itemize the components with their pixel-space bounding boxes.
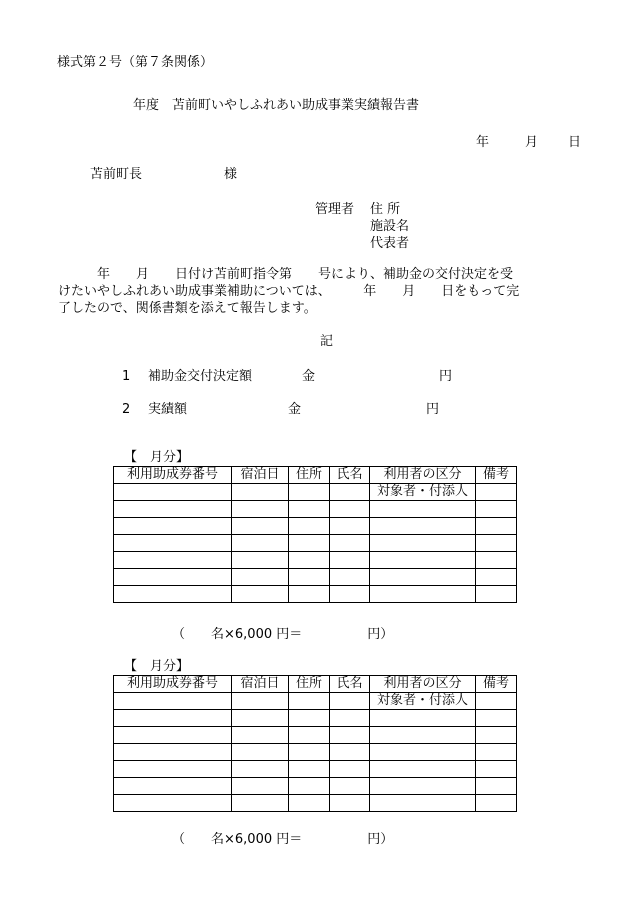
table-cell[interactable]: [289, 552, 330, 569]
section-month-title: 【 月分】: [124, 450, 190, 465]
table-cell[interactable]: [370, 744, 476, 761]
addressee-honorific: 様: [224, 167, 238, 182]
table-header-row: [114, 467, 517, 484]
table-cell[interactable]: [232, 795, 289, 812]
table-cell[interactable]: [476, 569, 517, 586]
table-cell[interactable]: [114, 744, 232, 761]
applicant-facility-label: 施設名: [370, 219, 410, 234]
date-month-label: 月: [525, 135, 539, 150]
body-line: 年 月 日付け苫前町指令第 号により、補助金の交付決定を受: [58, 267, 514, 282]
table-cell[interactable]: [114, 761, 232, 778]
table-subheader-row: [114, 693, 517, 710]
col-header-user-category: 利用者の区分: [370, 467, 476, 484]
table-cell[interactable]: [232, 727, 289, 744]
col-header-coupon-number: 利用助成券番号: [114, 467, 232, 484]
col-subheader-category: 対象者・付添人: [370, 693, 476, 710]
table-cell[interactable]: [476, 586, 517, 603]
table-cell[interactable]: [232, 535, 289, 552]
table-cell[interactable]: [330, 569, 370, 586]
table-cell[interactable]: [330, 518, 370, 535]
table-cell[interactable]: [232, 484, 289, 501]
table-cell[interactable]: [476, 693, 517, 710]
table-cell[interactable]: [476, 727, 517, 744]
table-cell[interactable]: [232, 744, 289, 761]
date-day-label: 日: [568, 135, 582, 150]
col-header-stay-date: 宿泊日: [232, 676, 289, 693]
item-label-actual-amount: 実績額: [148, 402, 188, 417]
table-row: [114, 778, 517, 795]
table-cell[interactable]: [330, 778, 370, 795]
table-cell[interactable]: [232, 710, 289, 727]
table-cell[interactable]: [114, 693, 232, 710]
document-title: 年度 苫前町いやしふれあい助成事業実績報告書: [133, 98, 420, 113]
col-header-address: 住所: [289, 467, 330, 484]
table-cell[interactable]: [476, 518, 517, 535]
table-cell[interactable]: [289, 569, 330, 586]
table-cell[interactable]: [370, 535, 476, 552]
table-cell[interactable]: [476, 778, 517, 795]
table-cell[interactable]: [330, 501, 370, 518]
item-kin: 金: [302, 369, 316, 384]
table-cell[interactable]: [232, 693, 289, 710]
table-cell[interactable]: [476, 552, 517, 569]
table-cell[interactable]: [330, 744, 370, 761]
table-cell[interactable]: [114, 569, 232, 586]
form-number: 様式第２号（第７条関係）: [57, 55, 214, 70]
table-cell[interactable]: [114, 501, 232, 518]
table-cell[interactable]: [370, 727, 476, 744]
table-row: [114, 552, 517, 569]
item-kin: 金: [288, 402, 302, 417]
table-cell[interactable]: [330, 535, 370, 552]
table-subheader-row: [114, 484, 517, 501]
table-cell[interactable]: [330, 552, 370, 569]
table-cell[interactable]: [370, 586, 476, 603]
table-cell[interactable]: [370, 552, 476, 569]
table-cell[interactable]: [330, 727, 370, 744]
table-cell[interactable]: [114, 710, 232, 727]
table-cell[interactable]: [289, 710, 330, 727]
table-cell[interactable]: [114, 552, 232, 569]
table-row: [114, 501, 517, 518]
table-cell[interactable]: [114, 518, 232, 535]
usage-table: [113, 675, 517, 812]
table-cell[interactable]: [330, 710, 370, 727]
body-line: 了したので、関係書類を添えて報告します。: [58, 301, 317, 316]
table-cell[interactable]: [289, 761, 330, 778]
table-cell[interactable]: [232, 569, 289, 586]
col-header-name: 氏名: [330, 467, 370, 484]
table-cell[interactable]: [232, 778, 289, 795]
table-header-row: [114, 676, 517, 693]
table-cell[interactable]: [289, 744, 330, 761]
table-cell[interactable]: [232, 586, 289, 603]
table-row: [114, 569, 517, 586]
table-cell[interactable]: [330, 693, 370, 710]
table-cell[interactable]: [114, 795, 232, 812]
table-cell[interactable]: [289, 778, 330, 795]
table-row: [114, 744, 517, 761]
table-cell[interactable]: [476, 535, 517, 552]
col-header-user-category: 利用者の区分: [370, 676, 476, 693]
addressee-name: 苫前町長: [90, 167, 143, 182]
item-number: 2: [122, 402, 131, 417]
table-cell[interactable]: [476, 795, 517, 812]
item-yen: 円: [426, 402, 440, 417]
table-row: [114, 727, 517, 744]
applicant-address-label: 住 所: [370, 202, 401, 217]
table-cell[interactable]: [476, 484, 517, 501]
table-cell[interactable]: [330, 761, 370, 778]
table-cell[interactable]: [476, 710, 517, 727]
item-label-grant-amount: 補助金交付決定額: [148, 369, 253, 384]
table-row: [114, 761, 517, 778]
table-cell[interactable]: [476, 744, 517, 761]
table-cell[interactable]: [330, 586, 370, 603]
usage-table: [113, 466, 517, 603]
col-header-remarks: 備考: [476, 467, 517, 484]
col-subheader-category: 対象者・付添人: [370, 484, 476, 501]
table-cell[interactable]: [114, 778, 232, 795]
table-cell[interactable]: [370, 518, 476, 535]
table-cell[interactable]: [289, 535, 330, 552]
table-cell[interactable]: [370, 761, 476, 778]
table-cell[interactable]: [330, 795, 370, 812]
applicant-role: 管理者: [315, 202, 355, 217]
table-cell[interactable]: [114, 586, 232, 603]
table-cell[interactable]: [370, 710, 476, 727]
subtotal-calculation: （ 名×6,000 円＝ 円）: [172, 627, 394, 642]
section-month-title: 【 月分】: [124, 659, 190, 674]
table-cell[interactable]: [370, 795, 476, 812]
col-header-address: 住所: [289, 676, 330, 693]
table-cell[interactable]: [289, 518, 330, 535]
col-header-stay-date: 宿泊日: [232, 467, 289, 484]
table-cell[interactable]: [476, 501, 517, 518]
table-row: [114, 586, 517, 603]
table-cell[interactable]: [476, 761, 517, 778]
table-row: [114, 535, 517, 552]
table-cell[interactable]: [289, 586, 330, 603]
subtotal-calculation: （ 名×6,000 円＝ 円）: [172, 832, 394, 847]
table-row: [114, 795, 517, 812]
table-cell[interactable]: [289, 501, 330, 518]
ki-heading: 記: [320, 334, 334, 349]
table-cell[interactable]: [289, 484, 330, 501]
table-row: [114, 518, 517, 535]
table-cell[interactable]: [114, 727, 232, 744]
table-cell[interactable]: [114, 484, 232, 501]
table-cell[interactable]: [232, 518, 289, 535]
table-cell[interactable]: [289, 727, 330, 744]
table-cell[interactable]: [370, 501, 476, 518]
applicant-representative-label: 代表者: [370, 236, 410, 251]
table-cell[interactable]: [330, 484, 370, 501]
item-number: 1: [122, 369, 131, 384]
date-year-label: 年: [476, 135, 490, 150]
table-cell[interactable]: [232, 501, 289, 518]
table-cell[interactable]: [370, 778, 476, 795]
table-cell[interactable]: [232, 761, 289, 778]
table-cell[interactable]: [370, 569, 476, 586]
table-cell[interactable]: [114, 535, 232, 552]
col-header-name: 氏名: [330, 676, 370, 693]
item-yen: 円: [439, 369, 453, 384]
table-cell[interactable]: [289, 795, 330, 812]
table-cell[interactable]: [232, 552, 289, 569]
table-cell[interactable]: [289, 693, 330, 710]
col-header-remarks: 備考: [476, 676, 517, 693]
col-header-coupon-number: 利用助成券番号: [114, 676, 232, 693]
report-body: [58, 266, 578, 317]
table-row: [114, 710, 517, 727]
body-line: けたいやしふれあい助成事業補助については、 年 月 日をもって完: [58, 284, 520, 299]
